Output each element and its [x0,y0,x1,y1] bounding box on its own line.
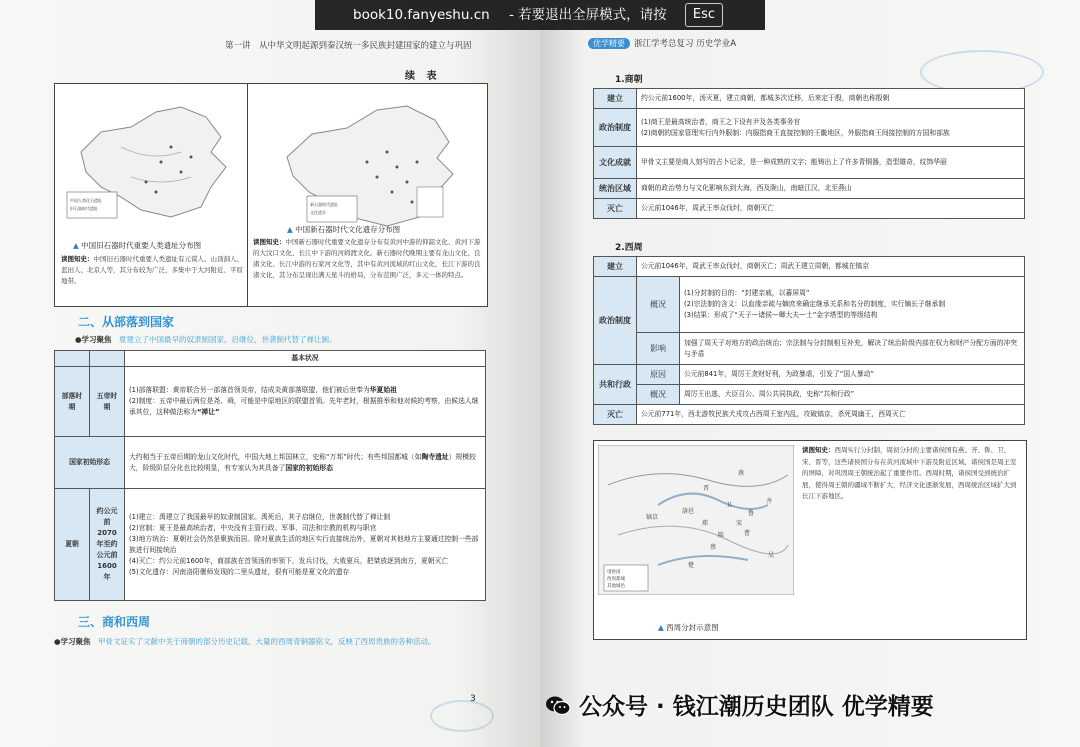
xz-text: 加强了周天子对地方的政治统治；宗法制与分封制相互补充，解决了统治阶级内部在权力和财产分配方面的冲突与矛盾 [680,333,1025,365]
china-map-figure-1 [61,92,241,227]
map-legend: 其他城邑 [607,584,625,589]
esc-key-button[interactable]: Esc [685,3,723,27]
section-3-title: 三、商和西周 [78,615,151,629]
banner-site: book10.fanyeshu.cn [353,7,490,23]
map2-caption: ▲ 中国新石器时代文化遗存分布图 [287,225,401,234]
xz-text: (1)分封制的目的：“封建亲戚，以蕃屏周” (2)宗法制的含义：以血缘亲疏与嫡庶来确定继承关系和名分的制度，实行嫡长子继承制 (3)结果：形成了“天子—诸侯—卿大夫—士”金字塔型的等级结构 [680,277,1025,333]
row-tribe-label: 部落时期 [55,367,90,437]
row-early-state-label: 国家初始形态 [55,437,125,489]
banner-message: - 若要退出全屏模式，请按 [509,7,667,23]
shang-text: 商朝的政治势力与文化影响东到大海，西及陇山，南暗江汉，北至燕山 [637,179,1025,199]
map-label: 吴 [768,552,775,559]
shang-title: 1.商朝 [615,75,643,85]
shang-text: 公元前1046年，周武王率众伐纣，商朝灭亡 [637,199,1025,219]
row-early-state-content: 大约相当于五帝后期的龙山文化时代，中国大地上邦国林立，史称“万邦”时代；有些邦国都城（如陶寺遗址）规模较大，阶级阶层分化也比较明显，有专家认为其具备了国家的初始形态 [125,437,486,489]
xz-label: 灭亡 [594,405,637,425]
row-tribe-content: (1)部落联盟：黄帝联合另一部落首领炎帝，结成炎黄部落联盟，他们被后世奉为华夏始祖 (2)制度：五帝中最后两位是尧、舜，可能是中原地区的联盟首领。先年老时，根据推举和他对候的考察，由候选人继承其位，这种做法称为“禅让” [125,367,486,437]
map-label: 郑 [702,520,709,527]
xia-item: (5)文化遗存：河南洛阳偃师发现的二里头遗址，很有可能是夏文化的遗存 [129,567,350,576]
xz-label: 政治制度 [594,277,637,365]
running-header-left: 第一讲 从中华文明起源到秦汉统一多民族封建国家的建立与巩固 [225,41,472,51]
row-xia-content [125,489,486,601]
xizhou-map-caption: ▲ 西周分封示意图 [658,623,719,632]
map-label: 楚 [688,562,695,569]
triangle-icon: ▲ [658,623,664,632]
xia-item: (1)建立：禹建立了我国最早的奴隶制国家。禹死后，其子启继位，世袭制代替了禅让制 [129,512,391,521]
xz-label: 建立 [594,257,637,277]
continued-label: 续 表 [405,71,441,82]
xz-text: 公元前771年，西北游牧民族犬戎攻占西周王室内乱，攻破镐京，杀死周幽王，西周灭亡 [637,405,1025,425]
shang-label: 建立 [594,89,637,109]
focus-2: ●学习聚焦 夏建立了中国最早的奴隶制国家，启继位，世袭制代替了禅让制。 [75,335,337,344]
xizhou-map [598,445,794,595]
map-label: 陈 [718,532,725,539]
xizhou-title: 2.西周 [615,243,643,253]
shang-label: 统治区域 [594,179,637,199]
triangle-icon: ▲ [73,241,79,250]
xz-text: 公元前841年，周厉王贪财好利，为政暴虐，引发了“国人暴动” [680,365,1025,385]
maps-panel [54,83,488,307]
map-label: 蔡 [710,544,717,551]
map-label: 宋 [736,520,743,527]
table-header: 基本状况 [125,351,486,367]
focus-3: ●学习聚焦 甲骨文证实了文献中关于商朝的部分历史记载，大量的西周青铜器铭文，反映了西周贵族的各种活动。 [54,637,436,646]
neolithic-map [247,84,487,306]
row-xia-dates: 约公元前2070年至约公元前1600年 [90,489,125,601]
paleolithic-map [55,84,248,306]
map-label: 鲁 [748,510,755,517]
xz-label: 共和行政 [594,365,637,405]
xz-sublabel: 概况 [637,385,680,405]
triangle-icon: ▲ [287,225,293,234]
row-wudi-label: 五帝时期 [90,367,125,437]
xz-sublabel: 概况 [637,277,680,333]
map-label: 卫 [726,502,733,509]
map1-legend-1: 中国人类化石遗址 [70,198,102,203]
xz-text: 周厉王出逃，大臣召公、周公共同执政，史称“共和行政” [680,385,1025,405]
map2-legend-2: 文化遗存 [310,210,326,215]
shang-label: 政治制度 [594,109,637,147]
xia-item: (3)地方统治：夏朝社会仍然是聚族而居。除对夏族生活的地区实行直接统治外，夏朝对其他地方主要通过控制一些部族进行间接统治 [129,534,479,554]
xizhou-map-box [593,440,1027,640]
shang-text: 甲骨文主要是商人刻写的占卜记录，是一种成熟的文字；能铸出上了许多青铜器，造型雄奇，纹饰华丽 [637,147,1025,179]
map-legend: 诸侯国 [607,570,621,575]
shang-text: 约公元前1600年，汤灭夏，建立商朝，都城多次迁移，后来定于殷，商朝也称殷朝 [637,89,1025,109]
xia-item: (2)官制：夏王是最高统治者，中央没有主管行政、军事、司法和宗教的机构与职官 [129,523,377,532]
shang-label: 灭亡 [594,199,637,219]
watermark: 公众号 · 钱江潮历史团队 优学精要 [545,688,934,721]
shang-label: 文化成就 [594,147,637,179]
xizhou-table [593,256,1025,425]
fullscreen-banner [315,0,765,30]
cloud-decoration [430,700,494,732]
map-label: 曹 [744,530,751,537]
map-label: 镐京 [646,514,659,521]
xia-item: (4)灭亡：约公元前1600年，商部族在首领汤的率领下，发兵讨伐，大败夏兵，把桀放逐到南方，夏朝灭亡 [129,556,449,565]
shang-table [593,88,1025,219]
running-header-right: 优学精要 浙江学考总复习 历史学业A [588,37,736,49]
map-label: 燕 [738,470,745,477]
xizhou-map-note: 读图知史：西周实行分封制，周初分封的主要诸侯国有燕、齐、鲁、卫、宋、晋等，这些诸侯国分布在黄河流域中下游及附近区域，诸侯国是周王室的屏障，对巩固周王朝统治起了重要作用。西周时期，诸侯国受到统治扩展，使得周王朝的疆域不断扩大，经济文化逐渐发展，西周统治区域扩大到长江下游地区。 [802,446,1017,500]
china-map-figure-2 [267,92,467,232]
map1-note: 读图知史：中国旧石器时代重要人类遗址有元谋人、山顶洞人、蓝田人、北京人等，其分布较为广泛，多集中于大河附近、平原地带。 [61,255,243,285]
map-label: 晋 [703,485,710,492]
map1-legend-2: 旧石器时代遗址 [70,206,98,211]
wechat-icon [545,695,571,717]
map-legend: 西周都城 [607,577,625,582]
map2-legend-1: 新石器时代遗址 [310,202,338,207]
xz-sublabel: 原因 [637,365,680,385]
map-label: 洛邑 [682,508,695,515]
map-label: 齐 [766,498,773,505]
page-number: 3 [470,694,476,704]
map1-caption: ▲ 中国旧石器时代重要人类遗址分布图 [73,241,202,250]
tribe-to-state-table [54,350,486,601]
shang-text: (1)商王是最高统治者，商王之下设有尹及各类事务官 (2)商朝的国家管理实行内外服制：内服指商王直接控制的王畿地区，外服指商王间接控制的方国和部族 [637,109,1025,147]
xz-text: 公元前1046年，周武王率众伐纣，商朝灭亡；周武王建立周朝，都城在镐京 [637,257,1025,277]
section-2-title: 二、从部落到国家 [78,315,175,329]
header-pill: 优学精要 [588,38,630,49]
row-xia-label: 夏朝 [55,489,90,601]
xz-sublabel: 影响 [637,333,680,365]
map2-note: 读图知史：中国新石器时代重要文化遗存分布有黄河中游的仰韶文化、黄河下游的大汶口文化、长江中下游的河姆渡文化。新石器时代晚期主要有龙山文化、良渚文化、长江中游的石家河文化等，其中有黄河流域的红山文化，长江下游的良渚文化，其分布呈现出满天星斗的格局，分布范围广泛，多元一体的特点。 [253,238,481,279]
